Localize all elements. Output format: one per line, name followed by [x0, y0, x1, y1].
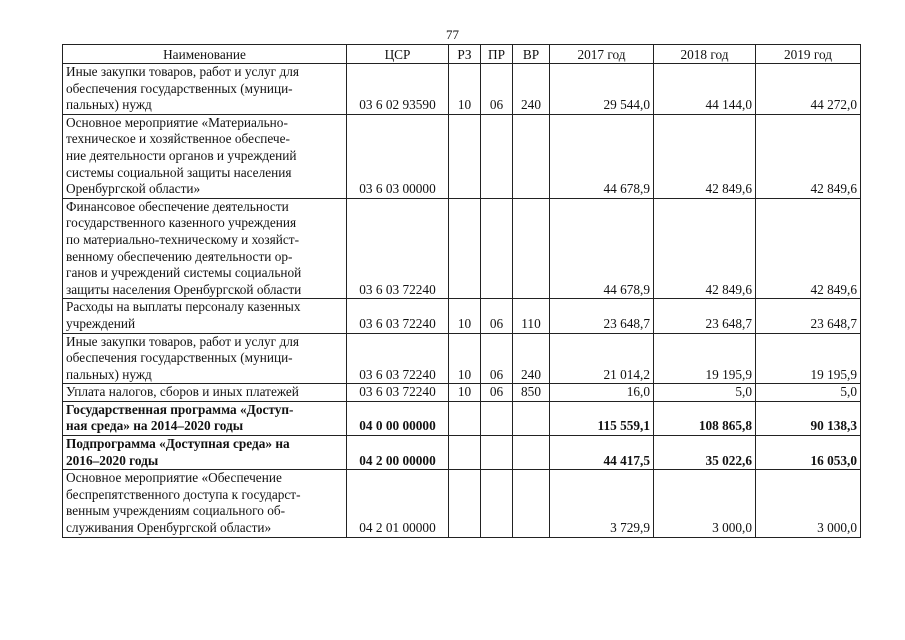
cell-2018: 42 849,6 — [654, 114, 756, 198]
cell-2017: 115 559,1 — [550, 401, 654, 435]
cell-2018: 108 865,8 — [654, 401, 756, 435]
cell-2017: 44 417,5 — [550, 436, 654, 470]
cell-csr: 04 0 00 00000 — [347, 401, 449, 435]
table-header-row — [63, 45, 861, 64]
cell-2019: 42 849,6 — [756, 198, 861, 299]
cell-rz — [449, 198, 481, 299]
table-row — [63, 436, 861, 470]
cell-pr — [481, 436, 513, 470]
cell-2019: 42 849,6 — [756, 114, 861, 198]
cell-csr: 03 6 03 72240 — [347, 198, 449, 299]
cell-name: Уплата налогов, сборов и иных платежей — [63, 384, 347, 402]
cell-name: Иные закупки товаров, работ и услуг для обеспечения государственных (муници- пальных) нужд — [63, 64, 347, 115]
budget-table — [62, 44, 861, 538]
cell-name: Подпрограмма «Доступная среда» на 2016–2020 годы — [63, 436, 347, 470]
column-header-name: Наименование — [63, 45, 347, 64]
cell-2017: 3 729,9 — [550, 470, 654, 537]
table-row — [63, 198, 861, 299]
cell-2019: 19 195,9 — [756, 333, 861, 384]
column-header-2019: 2019 год — [756, 45, 861, 64]
cell-2017: 21 014,2 — [550, 333, 654, 384]
table-body — [63, 64, 861, 538]
cell-pr — [481, 114, 513, 198]
cell-vr: 850 — [513, 384, 550, 402]
cell-2019: 44 272,0 — [756, 64, 861, 115]
cell-2019: 16 053,0 — [756, 436, 861, 470]
cell-vr: 240 — [513, 64, 550, 115]
cell-2017: 44 678,9 — [550, 198, 654, 299]
cell-rz: 10 — [449, 333, 481, 384]
table-row — [63, 114, 861, 198]
cell-csr: 03 6 02 93590 — [347, 64, 449, 115]
cell-2019: 90 138,3 — [756, 401, 861, 435]
cell-2018: 35 022,6 — [654, 436, 756, 470]
cell-pr — [481, 198, 513, 299]
table-row — [63, 470, 861, 537]
table-row — [63, 299, 861, 333]
column-header-pr: ПР — [481, 45, 513, 64]
column-header-rz: РЗ — [449, 45, 481, 64]
cell-vr — [513, 198, 550, 299]
cell-2019: 5,0 — [756, 384, 861, 402]
cell-2017: 23 648,7 — [550, 299, 654, 333]
cell-csr: 03 6 03 72240 — [347, 299, 449, 333]
cell-name: Государственная программа «Доступ- ная среда» на 2014–2020 годы — [63, 401, 347, 435]
cell-csr: 03 6 03 72240 — [347, 384, 449, 402]
cell-csr: 03 6 03 00000 — [347, 114, 449, 198]
cell-vr — [513, 401, 550, 435]
cell-rz — [449, 470, 481, 537]
cell-pr — [481, 401, 513, 435]
cell-rz: 10 — [449, 299, 481, 333]
cell-name: Финансовое обеспечение деятельности государственного казенного учреждения по материально-техническому и хозяйст- венному обеспечению деятельности ор- ганов и учреждений системы социальной защиты населения Оренбургской области — [63, 198, 347, 299]
cell-pr — [481, 470, 513, 537]
cell-2019: 23 648,7 — [756, 299, 861, 333]
cell-vr — [513, 114, 550, 198]
cell-2017: 16,0 — [550, 384, 654, 402]
cell-2018: 3 000,0 — [654, 470, 756, 537]
cell-name: Иные закупки товаров, работ и услуг для обеспечения государственных (муници- пальных) нужд — [63, 333, 347, 384]
cell-2018: 23 648,7 — [654, 299, 756, 333]
cell-pr: 06 — [481, 64, 513, 115]
cell-csr: 04 2 01 00000 — [347, 470, 449, 537]
cell-vr — [513, 436, 550, 470]
cell-csr: 03 6 03 72240 — [347, 333, 449, 384]
column-header-2018: 2018 год — [654, 45, 756, 64]
cell-vr: 240 — [513, 333, 550, 384]
table-row — [63, 384, 861, 402]
column-header-vr: ВР — [513, 45, 550, 64]
column-header-csr: ЦСР — [347, 45, 449, 64]
cell-2018: 5,0 — [654, 384, 756, 402]
cell-rz — [449, 401, 481, 435]
cell-2019: 3 000,0 — [756, 470, 861, 537]
cell-rz — [449, 436, 481, 470]
page-number: 77 — [446, 27, 459, 42]
cell-pr: 06 — [481, 299, 513, 333]
cell-pr: 06 — [481, 333, 513, 384]
cell-vr — [513, 470, 550, 537]
cell-pr: 06 — [481, 384, 513, 402]
cell-name: Основное мероприятие «Обеспечение беспрепятственного доступа к государст- венным учреждениям социального об- служивания Оренбургской области» — [63, 470, 347, 537]
cell-2017: 29 544,0 — [550, 64, 654, 115]
cell-vr: 110 — [513, 299, 550, 333]
cell-rz — [449, 114, 481, 198]
table-row — [63, 64, 861, 115]
cell-2018: 44 144,0 — [654, 64, 756, 115]
cell-2018: 42 849,6 — [654, 198, 756, 299]
cell-name: Основное мероприятие «Материально- техническое и хозяйственное обеспече- ние деятельности органов и учреждений системы социальной защиты населения Оренбургской области» — [63, 114, 347, 198]
column-header-2017: 2017 год — [550, 45, 654, 64]
cell-2017: 44 678,9 — [550, 114, 654, 198]
cell-2018: 19 195,9 — [654, 333, 756, 384]
cell-csr: 04 2 00 00000 — [347, 436, 449, 470]
cell-rz: 10 — [449, 384, 481, 402]
cell-name: Расходы на выплаты персоналу казенных учреждений — [63, 299, 347, 333]
table-row — [63, 401, 861, 435]
cell-rz: 10 — [449, 64, 481, 115]
table-row — [63, 333, 861, 384]
